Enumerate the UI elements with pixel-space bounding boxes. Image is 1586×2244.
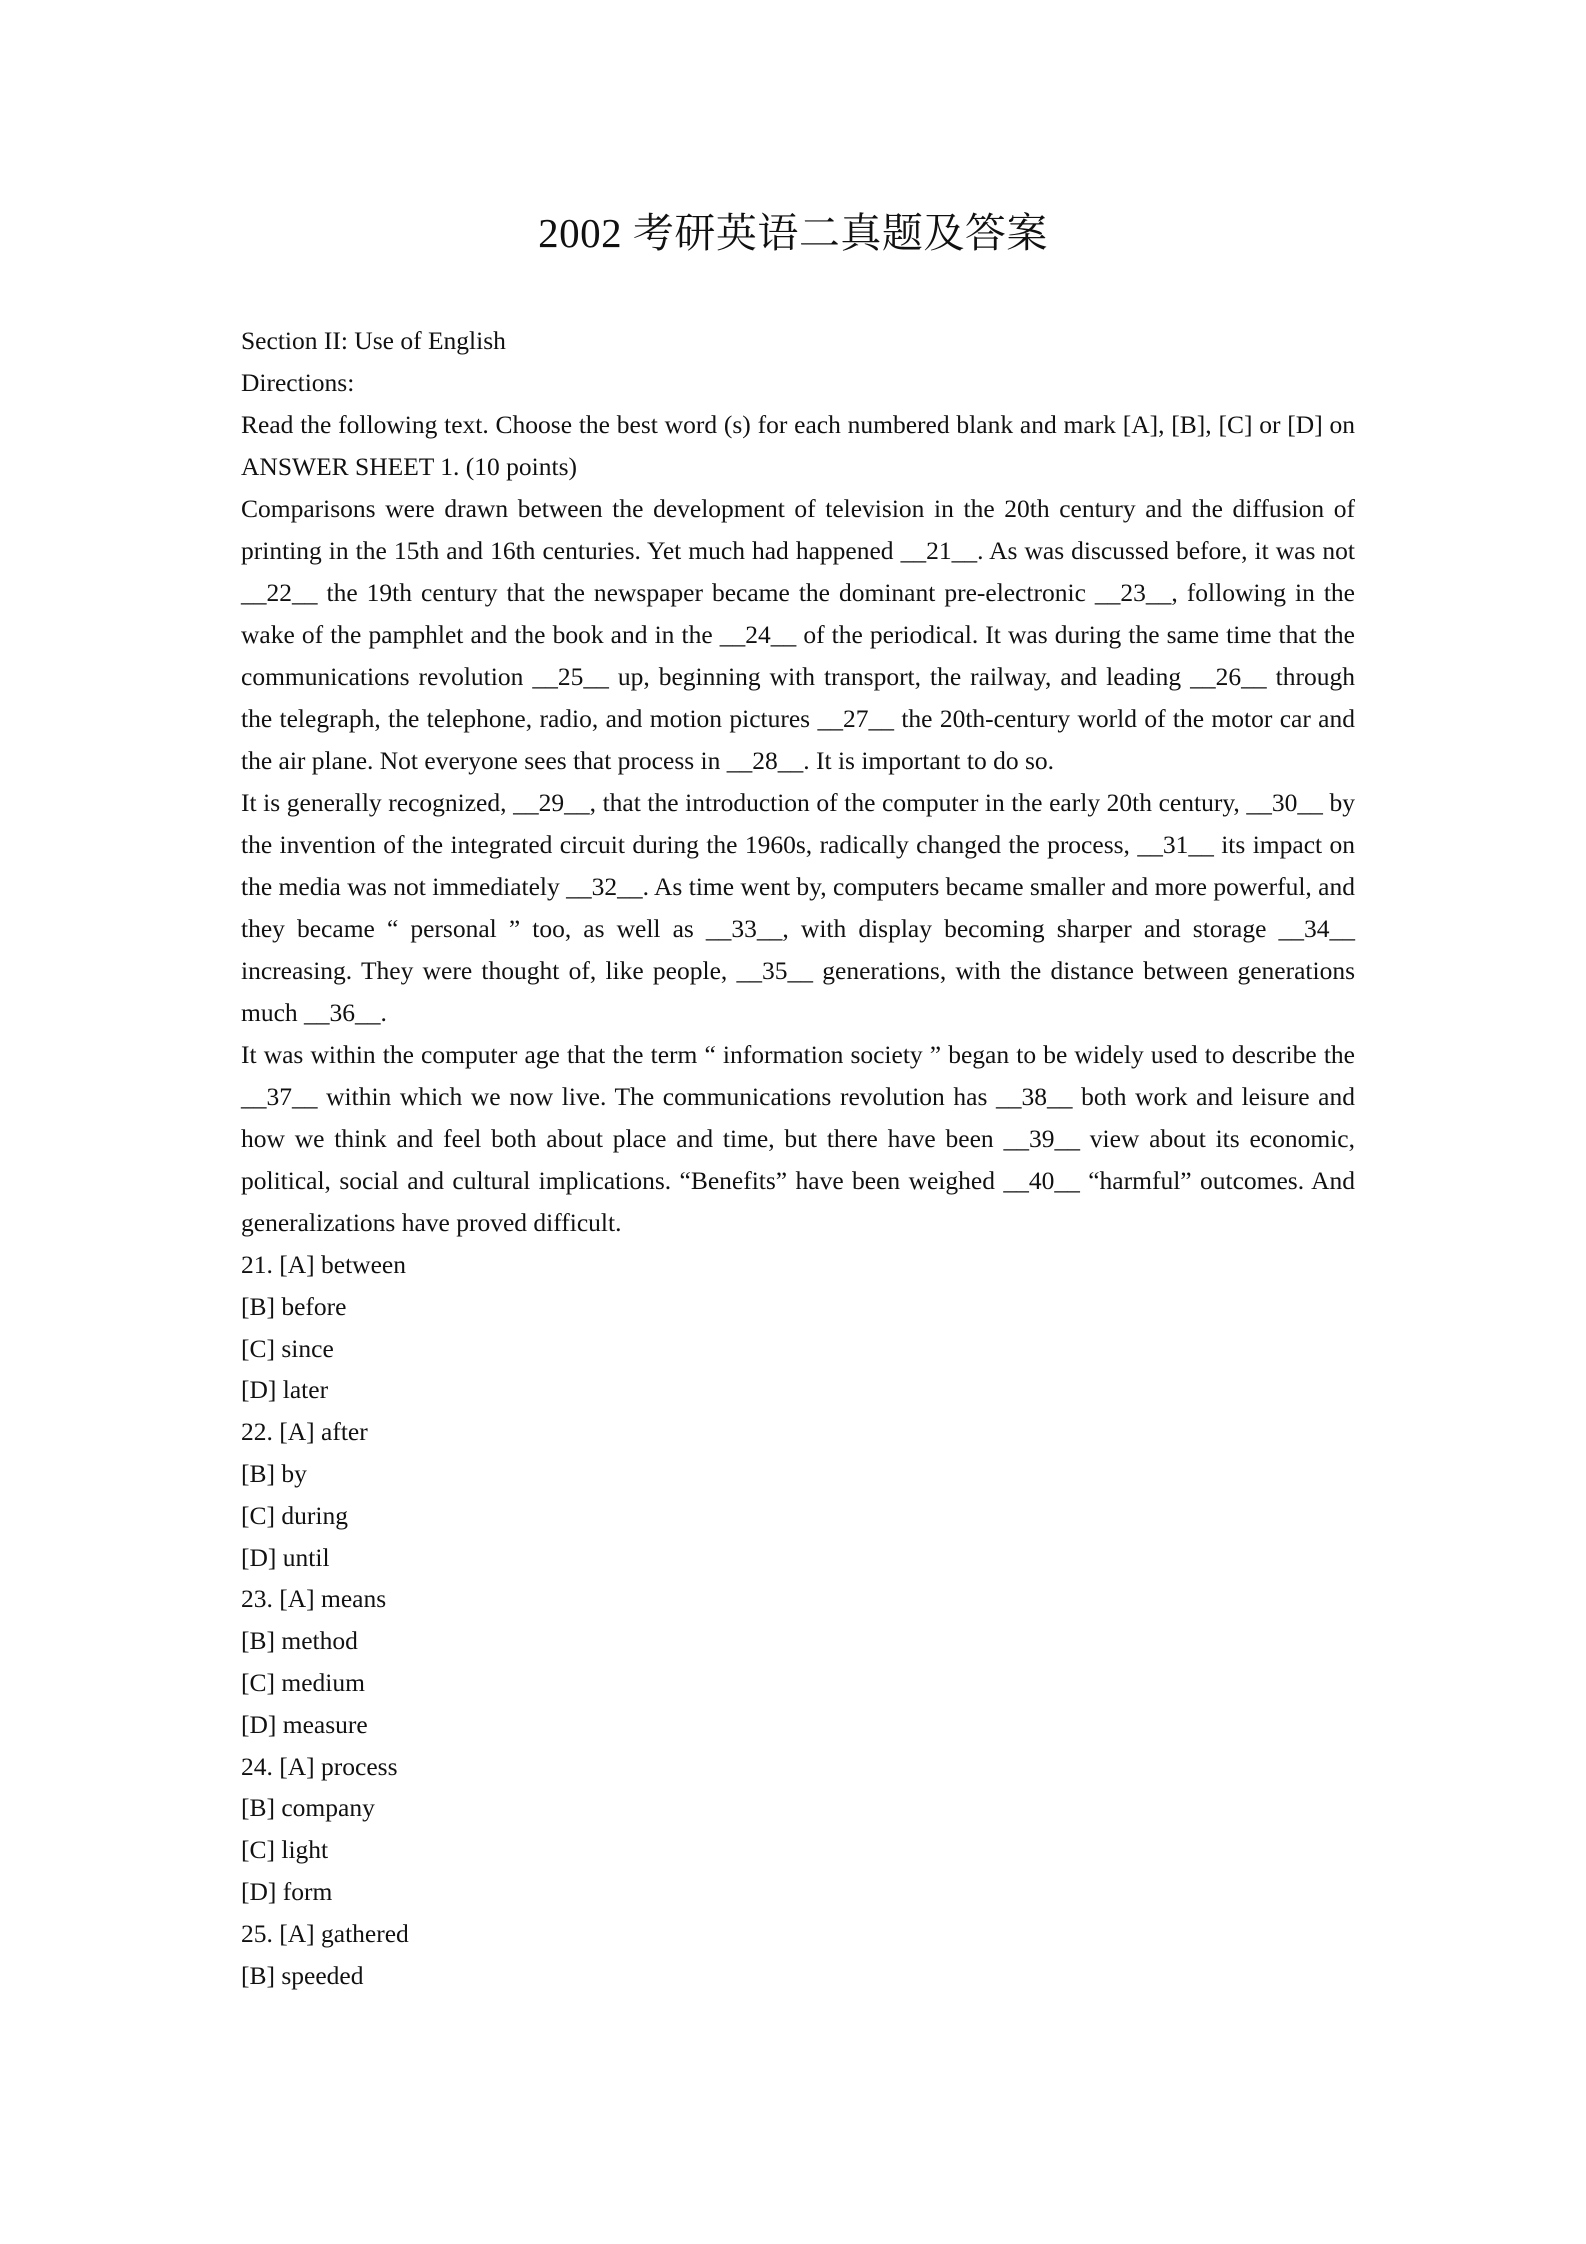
option-item: [B] method <box>241 1626 358 1656</box>
option-item: 21. [A] between <box>241 1250 406 1279</box>
option-item: 22. [A] after <box>241 1417 368 1447</box>
option-item: [D] form <box>241 1876 333 1906</box>
option-item: 23. [A] means <box>241 1584 387 1614</box>
option-item: [B] company <box>241 1793 375 1823</box>
option-item: [B] by <box>241 1458 307 1488</box>
option-item: [C] during <box>241 1500 348 1530</box>
directions-text: Read the following text. Choose the best word (s) for each numbered blank and mark [A], [B], [C] or [D] on ANSWER SHEET 1. (10 points) <box>241 410 1355 481</box>
passage-paragraph-3: It was within the computer age that the term “ information society ” began to be widely used to describe the __37__ within which we now live. The communications revolution has __38__ both work and leisure and how we think and feel both about place and time, but there have been __39__ view about its economic, political, social and cultural implications. “Benefits” have been weighed __40__ “harmful” outcomes. And generalizations have proved difficult. <box>241 1040 1355 1237</box>
option-item: [C] since <box>241 1333 334 1363</box>
option-item: 24. [A] process <box>241 1751 398 1781</box>
option-item: [D] later <box>241 1375 329 1405</box>
section-heading: Section II: Use of English <box>241 326 506 355</box>
option-item: 25. [A] gathered <box>241 1918 409 1948</box>
passage-paragraph-2: It is generally recognized, __29__, that the introduction of the computer in the early 20th century, __30__ by the invention of the integrated circuit during the 1960s, radically changed the process, __31__ its impact on the media was not immediately __32__. As time went by, computers became smaller and more powerful, and they became “ personal ” too, as well as __33__, with display becoming sharper and storage __34__ increasing. They were thought of, like people, __35__ generations, with the distance between generations much __36__. <box>241 788 1355 1027</box>
option-item: [B] before <box>241 1291 347 1321</box>
option-item: [B] speeded <box>241 1960 364 1990</box>
option-item: [D] until <box>241 1542 330 1572</box>
option-item: [D] measure <box>241 1709 368 1739</box>
option-item: [C] light <box>241 1835 329 1865</box>
option-item: [C] medium <box>241 1667 365 1697</box>
document-body <box>241 320 1355 1996</box>
answer-options-list <box>241 1244 1355 1996</box>
directions-label: Directions: <box>241 368 355 397</box>
passage-paragraph-1: Comparisons were drawn between the development of television in the 20th century and the diffusion of printing in the 15th and 16th centuries. Yet much had happened __21__. As was discussed before, it was not __22__ the 19th century that the newspaper became the dominant pre-electronic __23__, following in the wake of the pamphlet and the book and in the __24__ of the periodical. It was during the same time that the communications revolution __25__ up, beginning with transport, the railway, and leading __26__ through the telegraph, the telephone, radio, and motion pictures __27__ the 20th-century world of the motor car and the air plane. Not everyone sees that process in __28__. It is important to do so. <box>241 494 1355 775</box>
page-title: 2002 考研英语二真题及答案 <box>538 210 1048 256</box>
